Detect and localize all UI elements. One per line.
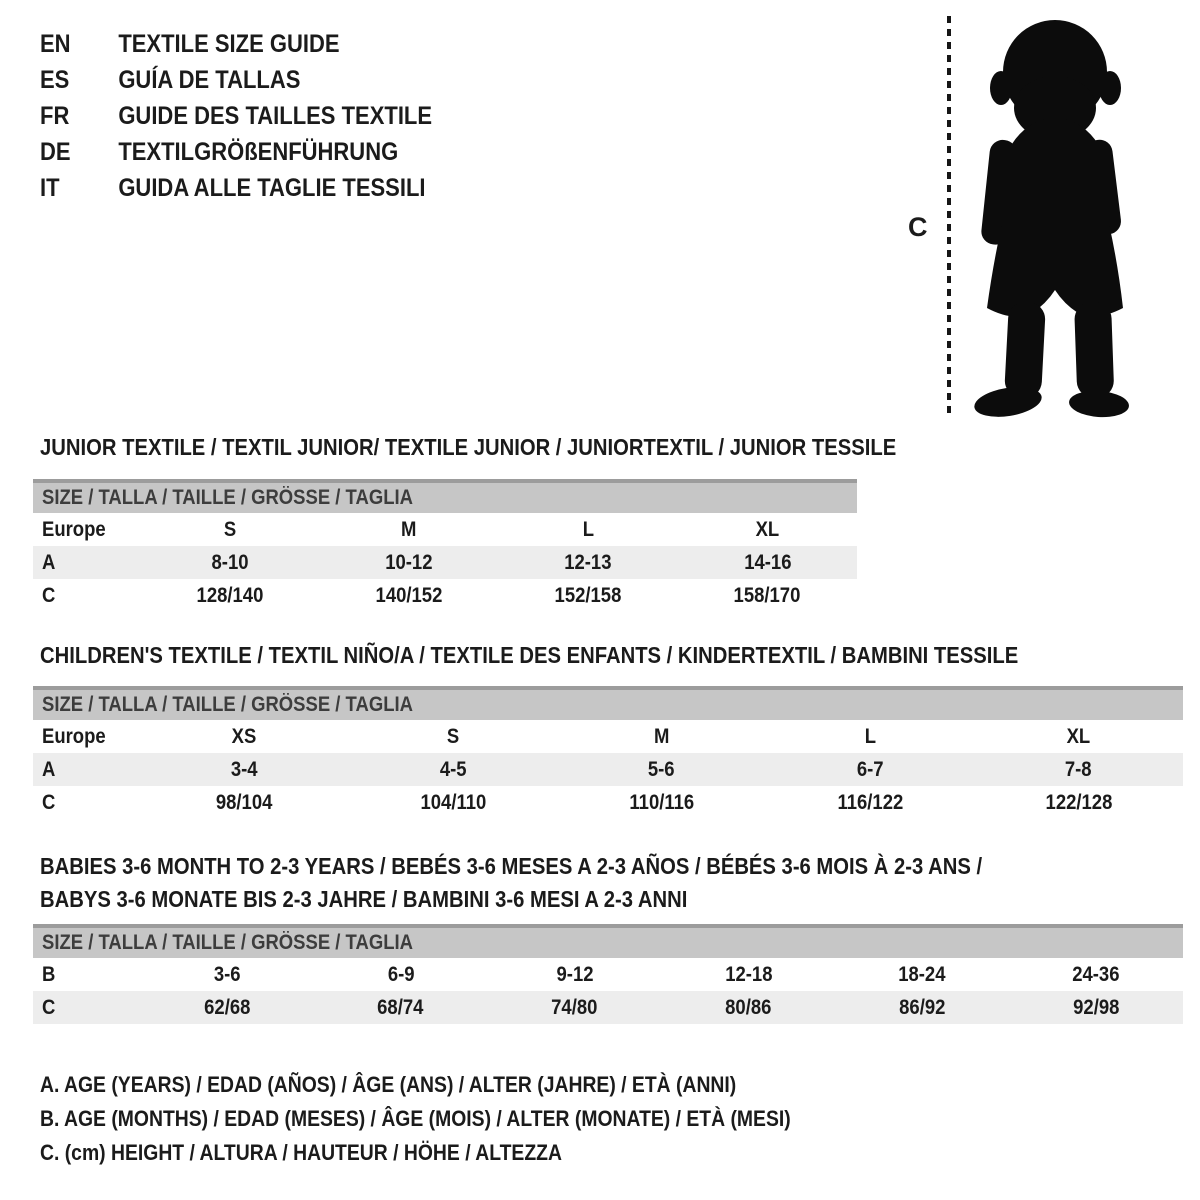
size-cell: 5-6 xyxy=(648,758,675,781)
size-cell: M xyxy=(401,518,417,541)
language-title: TEXTILGRÖßENFÜHRUNG xyxy=(118,138,399,166)
size-cell: 110/116 xyxy=(629,791,694,814)
language-title: GUIDE DES TAILLES TEXTILE xyxy=(118,102,433,130)
size-cell: S xyxy=(223,518,236,541)
table-header-label: SIZE / TALLA / TAILLE / GRÖSSE / TAGLIA xyxy=(42,693,413,716)
table-row xyxy=(33,991,1183,1024)
language-row xyxy=(40,26,432,62)
size-cell: 4-5 xyxy=(439,758,467,781)
language-row xyxy=(40,98,432,134)
size-cell: XL xyxy=(1066,725,1091,748)
size-cell: 3-4 xyxy=(230,758,258,781)
size-cell: XL xyxy=(755,518,780,541)
table-body xyxy=(33,958,1183,1024)
row-label: A xyxy=(42,551,56,574)
language-row xyxy=(40,62,432,98)
language-title: TEXTILE SIZE GUIDE xyxy=(118,30,340,58)
table-row xyxy=(33,720,1183,753)
size-cell: 104/110 xyxy=(419,791,486,814)
toddler-silhouette-icon xyxy=(958,12,1143,422)
babies-title-line-1: BABIES 3-6 MONTH TO 2-3 YEARS / BEBÉS 3-6 MESES A 2-3 AÑOS / BÉBÉS 3-6 MOIS À 2-3 ANS / xyxy=(40,853,983,879)
size-cell: 14-16 xyxy=(743,551,792,574)
junior-section-title: JUNIOR TEXTILE / TEXTIL JUNIOR/ TEXTILE JUNIOR / JUNIORTEXTIL / JUNIOR TESSILE xyxy=(40,434,897,460)
size-cell: 116/122 xyxy=(837,791,903,814)
size-cell: M xyxy=(653,725,670,748)
row-label: A xyxy=(42,758,56,781)
row-label: B xyxy=(42,963,56,986)
table-header-bar xyxy=(33,686,1183,720)
size-cell: 62/68 xyxy=(203,996,251,1019)
size-cell: 24-36 xyxy=(1072,963,1120,986)
language-title-list xyxy=(40,26,486,206)
table-row xyxy=(33,958,1183,991)
size-cell: 152/158 xyxy=(554,584,622,607)
size-cell: 98/104 xyxy=(216,791,273,814)
table-header-bar xyxy=(33,479,857,513)
table-header-label: SIZE / TALLA / TAILLE / GRÖSSE / TAGLIA xyxy=(42,931,413,954)
size-cell: 9-12 xyxy=(556,963,594,986)
table-row xyxy=(33,753,1183,786)
size-cell: 6-9 xyxy=(387,963,415,986)
table-header-label: SIZE / TALLA / TAILLE / GRÖSSE / TAGLIA xyxy=(42,486,413,509)
height-measure-line xyxy=(947,16,951,416)
legend-line-b: B. AGE (MONTHS) / EDAD (MESES) / ÂGE (MOIS) / ALTER (MONATE) / ETÀ (MESI) xyxy=(40,1106,791,1131)
babies-title-line-2: BABYS 3-6 MONATE BIS 2-3 JAHRE / BAMBINI 3-6 MESI A 2-3 ANNI xyxy=(40,886,688,912)
legend xyxy=(40,1068,893,1170)
babies-size-table xyxy=(33,924,1183,1024)
size-cell: L xyxy=(864,725,876,748)
language-code: FR xyxy=(40,102,70,130)
language-code: ES xyxy=(40,66,70,94)
size-cell: 74/80 xyxy=(551,996,598,1019)
language-code: EN xyxy=(40,30,71,58)
legend-line-a: A. AGE (YEARS) / EDAD (AÑOS) / ÂGE (ANS) / ALTER (JAHRE) / ETÀ (ANNI) xyxy=(40,1072,737,1097)
size-cell: 12-13 xyxy=(564,551,612,574)
size-cell: 7-8 xyxy=(1065,758,1093,781)
row-label: Europe xyxy=(42,518,106,541)
table-body xyxy=(33,720,1183,819)
babies-section-title xyxy=(40,850,982,916)
legend-line-c: C. (cm) HEIGHT / ALTURA / HAUTEUR / HÖHE / ALTEZZA xyxy=(40,1140,562,1165)
language-row xyxy=(40,134,432,170)
size-cell: L xyxy=(582,518,594,541)
size-cell: 140/152 xyxy=(375,584,443,607)
row-label: C xyxy=(42,791,56,814)
size-cell: 128/140 xyxy=(196,584,264,607)
children-size-table xyxy=(33,686,1183,819)
size-cell: 86/92 xyxy=(899,996,946,1019)
row-label: C xyxy=(42,996,56,1019)
size-cell: 8-10 xyxy=(211,551,249,574)
size-cell: 122/128 xyxy=(1045,791,1113,814)
table-row xyxy=(33,786,1183,819)
size-cell: 3-6 xyxy=(213,963,241,986)
language-code: IT xyxy=(40,174,60,202)
size-cell: 80/86 xyxy=(725,996,772,1019)
row-label: Europe xyxy=(42,725,106,748)
table-row xyxy=(33,579,857,612)
table-header-bar xyxy=(33,924,1183,958)
language-title: GUÍA DE TALLAS xyxy=(118,66,301,94)
size-cell: 158/170 xyxy=(733,584,801,607)
size-cell: 68/74 xyxy=(377,996,424,1019)
table-body xyxy=(33,513,857,612)
size-cell: 10-12 xyxy=(385,551,433,574)
children-section-title: CHILDREN'S TEXTILE / TEXTIL NIÑO/A / TEXTILE DES ENFANTS / KINDERTEXTIL / BAMBINI TESSILE xyxy=(40,642,1019,668)
size-cell: 92/98 xyxy=(1072,996,1120,1019)
row-label: C xyxy=(42,584,56,607)
size-cell: XS xyxy=(231,725,257,748)
language-code: DE xyxy=(40,138,71,166)
language-row xyxy=(40,170,432,206)
table-row xyxy=(33,513,857,546)
size-cell: S xyxy=(446,725,460,748)
size-cell: 12-18 xyxy=(724,963,773,986)
table-row xyxy=(33,546,857,579)
size-cell: 18-24 xyxy=(898,963,946,986)
language-title: GUIDA ALLE TAGLIE TESSILI xyxy=(118,174,426,202)
junior-size-table xyxy=(33,479,857,612)
size-cell: 6-7 xyxy=(856,758,884,781)
height-measure-label: C xyxy=(908,212,928,242)
